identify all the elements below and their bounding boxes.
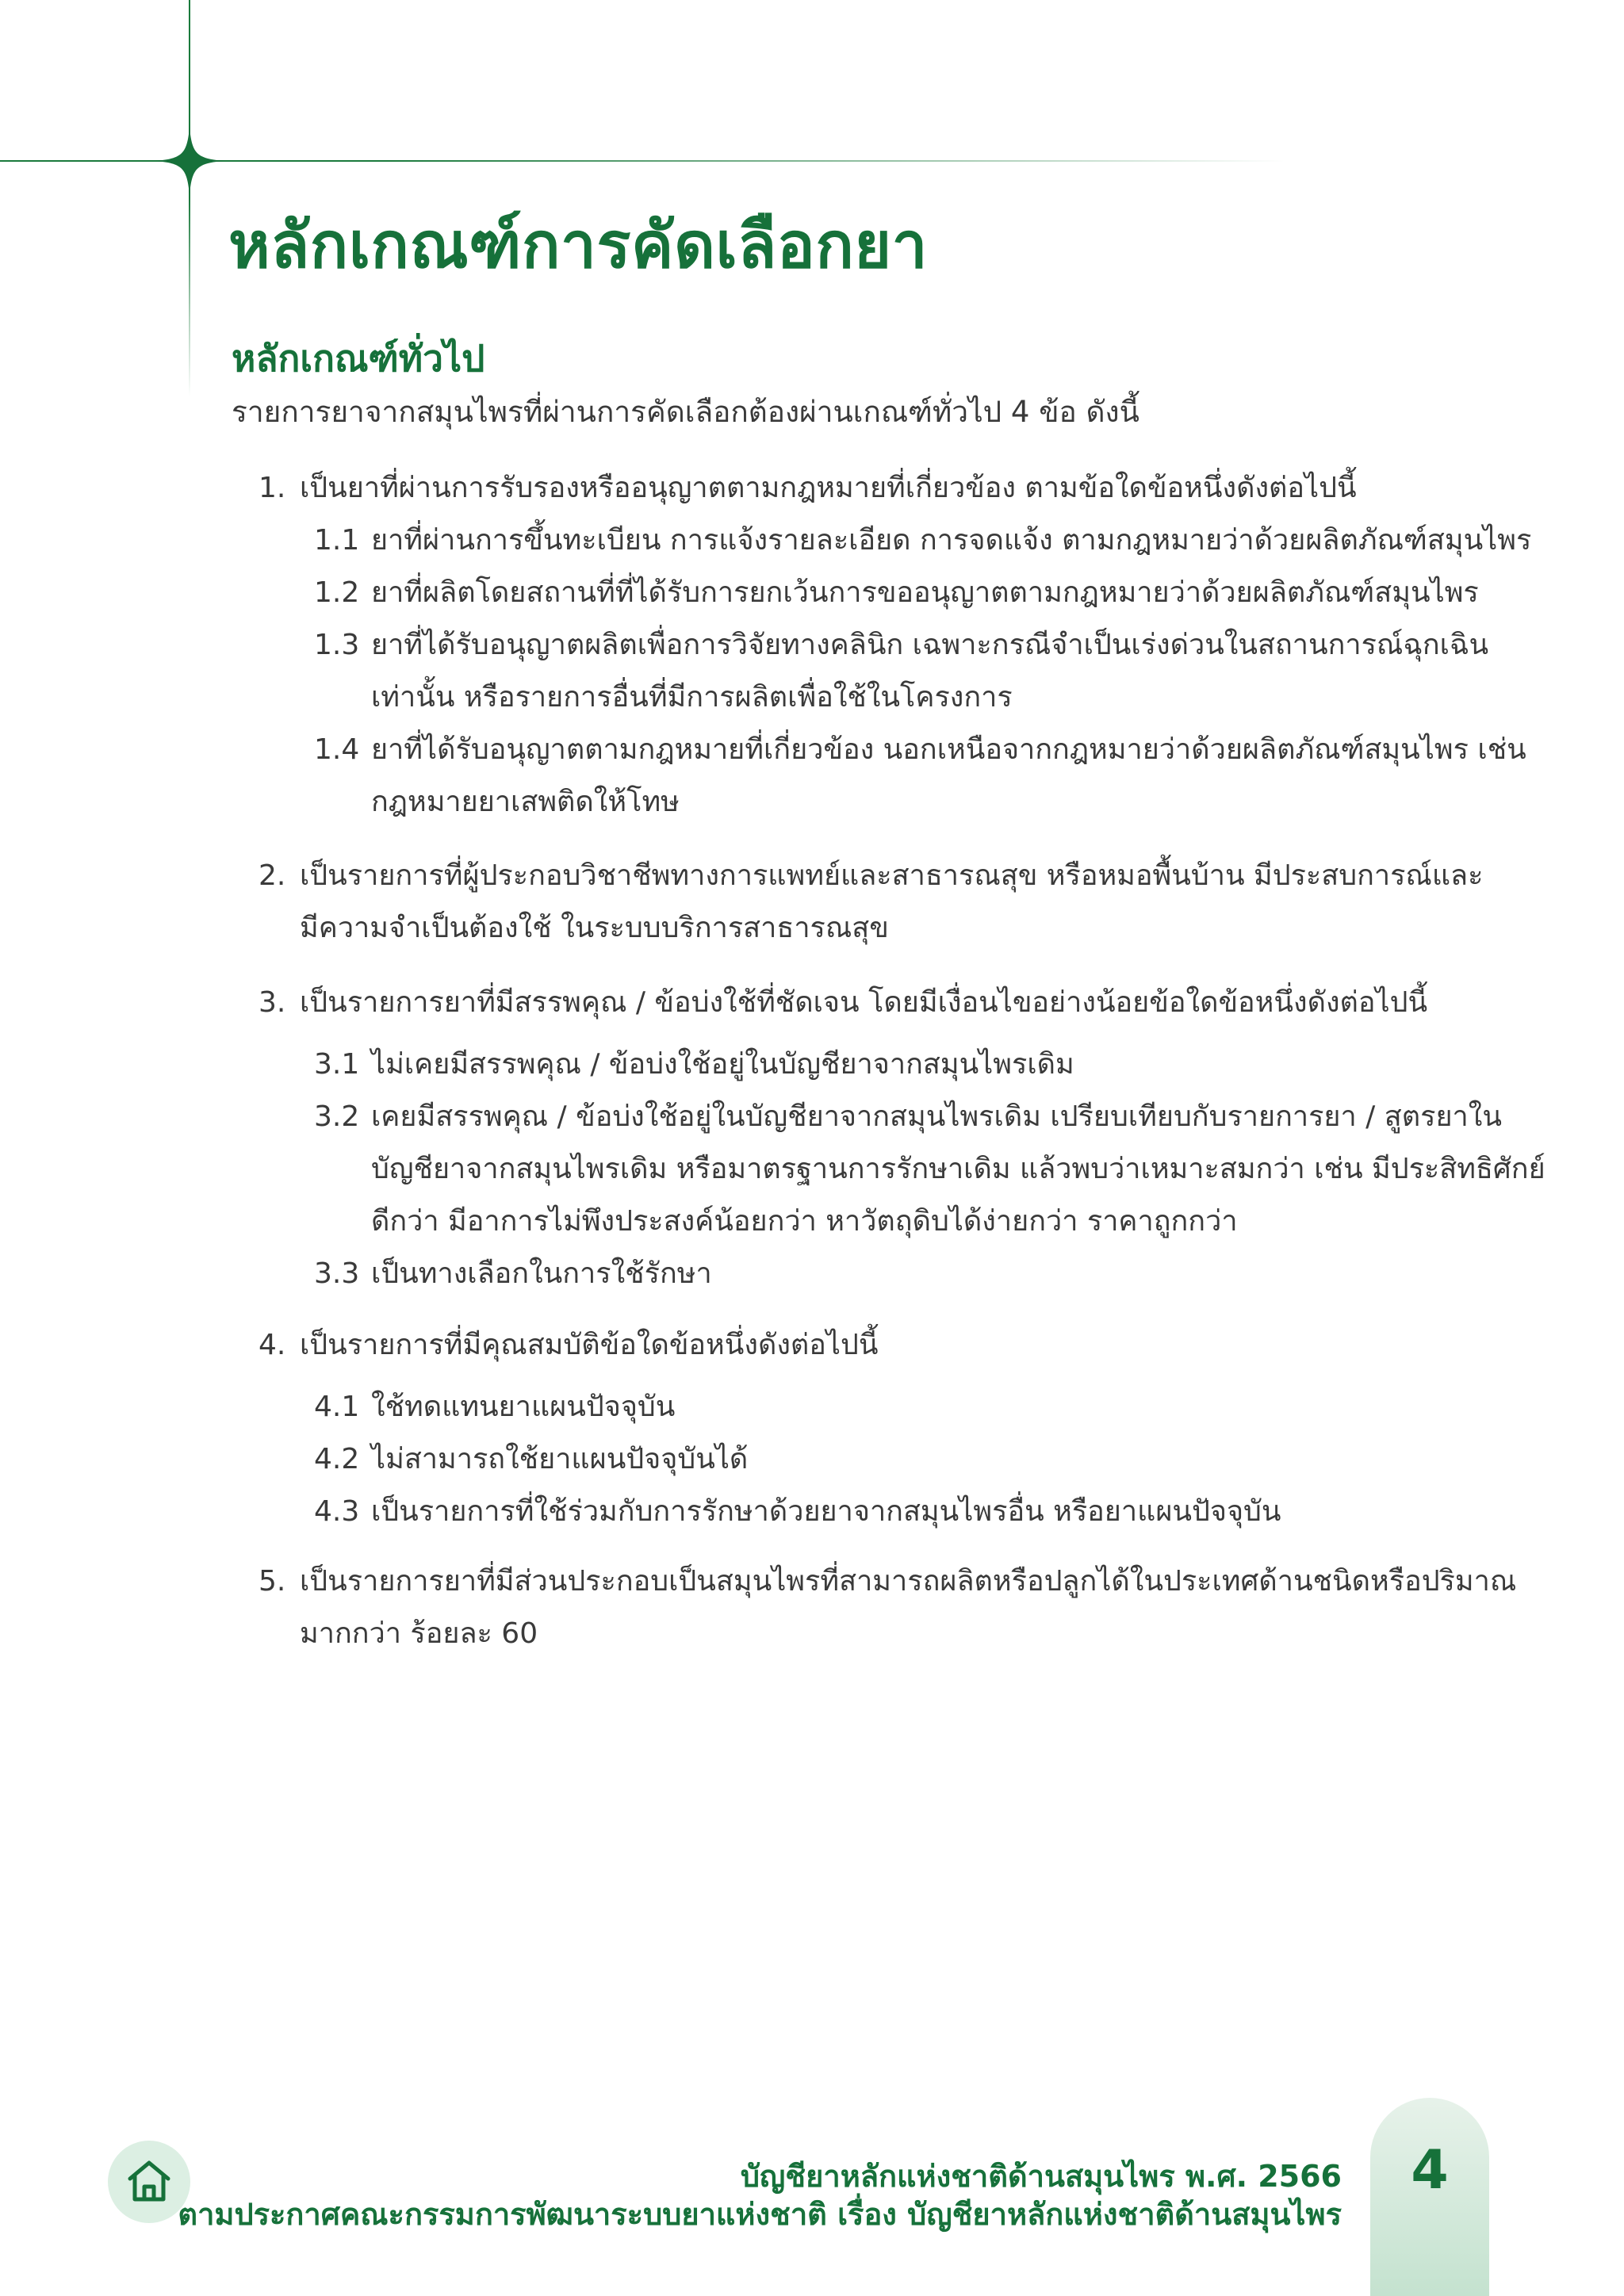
list-item: [314, 619, 1488, 724]
item-number: 4.3: [314, 1495, 360, 1528]
page-title: หลักเกณฑ์การคัดเลือกยา: [228, 209, 929, 282]
item-number: 3.: [259, 986, 286, 1019]
list-item: [259, 977, 1427, 1029]
item-number: 3.2: [314, 1100, 360, 1133]
item-line: ไม่สามารถใช้ยาแผนปัจจุบันได้: [371, 1443, 749, 1475]
item-line: เป็นรายการยาที่มีส่วนประกอบเป็นสมุนไพรที่สามารถผลิตหรือปลูกได้ในประเทศด้านชนิดหรือปริมาณ: [300, 1565, 1517, 1598]
item-number: 4.2: [314, 1443, 360, 1475]
item-number: 5.: [259, 1565, 286, 1598]
item-number: 1.: [259, 472, 286, 504]
list-item: [314, 1381, 675, 1433]
item-line: ยาที่ผลิตโดยสถานที่ที่ได้รับการยกเว้นการขออนุญาตตามกฎหมายว่าด้วยผลิตภัณฑ์สมุนไพร: [371, 576, 1479, 609]
sparkle-decoration-icon: [154, 125, 225, 197]
item-line: ยาที่ผ่านการขึ้นทะเบียน การแจ้งรายละเอียด การจดแจ้ง ตามกฎหมายว่าด้วยผลิตภัณฑ์สมุนไพร: [371, 524, 1532, 557]
list-item: [314, 515, 1531, 567]
list-item: [259, 1556, 1516, 1660]
list-item: [314, 1091, 1545, 1248]
item-line: กฎหมายยาเสพติดให้โทษ: [371, 786, 680, 818]
list-item: [314, 724, 1526, 828]
item-line: มีความจำเป็นต้องใช้ ในระบบบริการสาธารณสุข: [300, 912, 889, 944]
item-line: บัญชียาจากสมุนไพรเดิม หรือมาตรฐานการรักษาเดิม แล้วพบว่าเหมาะสมกว่า เช่น มีประสิทธิศักย์: [371, 1153, 1545, 1185]
item-number: 1.2: [314, 576, 360, 609]
item-line: เป็นรายการที่ใช้ร่วมกับการรักษาด้วยยาจากสมุนไพรอื่น หรือยาแผนปัจจุบัน: [371, 1495, 1281, 1528]
item-line: เท่านั้น หรือรายการอื่นที่มีการผลิตเพื่อใช้ในโครงการ: [371, 681, 1013, 714]
list-item: [259, 1319, 879, 1372]
item-number: 4.1: [314, 1391, 360, 1423]
page-number: 4: [1411, 2139, 1449, 2202]
section-title: หลักเกณฑ์ทั่วไป: [232, 337, 485, 380]
item-line: ดีกว่า มีอาการไม่พึงประสงค์น้อยกว่า หาวัตถุดิบได้ง่ายกว่า ราคาถูกกว่า: [371, 1205, 1238, 1238]
item-line: เป็นทางเลือกในการใช้รักษา: [371, 1257, 712, 1290]
footer-title: บัญชียาหลักแห่งชาติด้านสมุนไพร พ.ศ. 2566: [740, 2159, 1342, 2194]
vertical-decor-line: [189, 0, 190, 396]
item-number: 1.1: [314, 524, 360, 557]
list-item: [314, 1433, 748, 1486]
item-line: ไม่เคยมีสรรพคุณ / ข้อบ่งใช้อยู่ในบัญชียาจากสมุนไพรเดิม: [371, 1048, 1074, 1081]
item-number: 4.: [259, 1329, 286, 1361]
item-line: เป็นรายการที่มีคุณสมบัติข้อใดข้อหนึ่งดังต่อไปนี้: [300, 1329, 879, 1361]
list-item: [259, 850, 1483, 955]
item-line: ใช้ทดแทนยาแผนปัจจุบัน: [371, 1391, 676, 1423]
list-item: [314, 1248, 712, 1300]
list-item: [314, 567, 1479, 619]
page-number-tab: [1370, 2098, 1489, 2296]
item-line: ยาที่ได้รับอนุญาตผลิตเพื่อการวิจัยทางคลินิก เฉพาะกรณีจำเป็นเร่งด่วนในสถานการณ์ฉุกเฉิน: [371, 629, 1489, 661]
item-line: เป็นรายการที่ผู้ประกอบวิชาชีพทางการแพทย์และสาธารณสุข หรือหมอพื้นบ้าน มีประสบการณ์และ: [300, 859, 1484, 892]
item-number: 3.1: [314, 1048, 360, 1081]
list-item: [259, 462, 1357, 515]
item-line: ยาที่ได้รับอนุญาตตามกฎหมายที่เกี่ยวข้อง นอกเหนือจากกฎหมายว่าด้วยผลิตภัณฑ์สมุนไพร เช่น: [371, 733, 1526, 766]
footer-subtitle: ตามประกาศคณะกรรมการพัฒนาระบบยาแห่งชาติ เรื่อง บัญชียาหลักแห่งชาติด้านสมุนไพร: [178, 2197, 1342, 2232]
item-line: เคยมีสรรพคุณ / ข้อบ่งใช้อยู่ในบัญชียาจากสมุนไพรเดิม เปรียบเทียบกับรายการยา / สูตรยาใน: [371, 1100, 1502, 1133]
list-item: [314, 1039, 1074, 1091]
item-line: เป็นยาที่ผ่านการรับรองหรืออนุญาตตามกฎหมายที่เกี่ยวข้อง ตามข้อใดข้อหนึ่งดังต่อไปนี้: [300, 472, 1357, 504]
item-number: 3.3: [314, 1257, 360, 1290]
item-line: เป็นรายการยาที่มีสรรพคุณ / ข้อบ่งใช้ที่ชัดเจน โดยมีเงื่อนไขอย่างน้อยข้อใดข้อหนึ่งดังต่อไปนี้: [300, 986, 1428, 1019]
item-line: มากกว่า ร้อยละ 60: [300, 1617, 538, 1650]
item-number: 2.: [259, 859, 286, 892]
intro-text: รายการยาจากสมุนไพรที่ผ่านการคัดเลือกต้องผ่านเกณฑ์ทั่วไป 4 ข้อ ดังนี้: [232, 395, 1139, 429]
item-number: 1.3: [314, 629, 360, 661]
home-icon: [125, 2156, 173, 2206]
item-number: 1.4: [314, 733, 360, 766]
list-item: [314, 1486, 1281, 1538]
